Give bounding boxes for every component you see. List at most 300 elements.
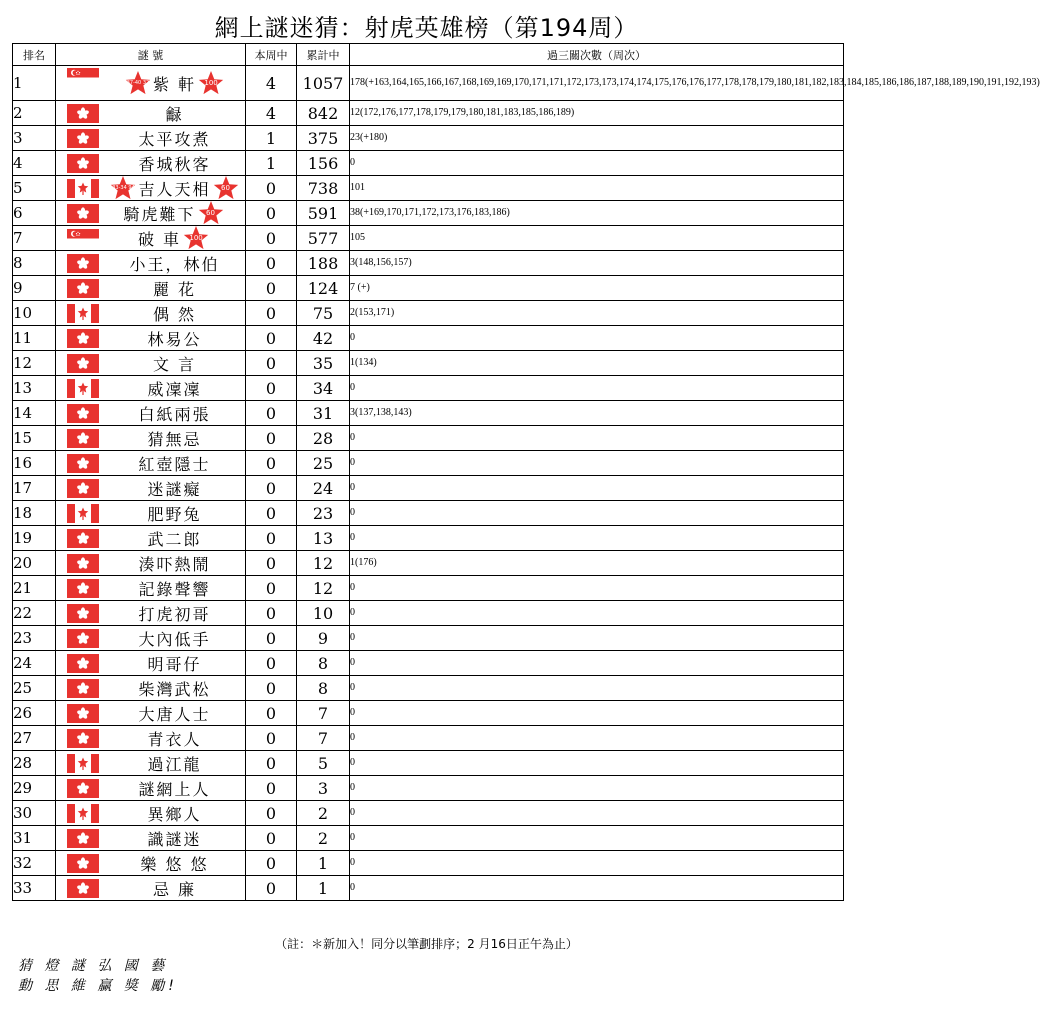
table-row	[13, 651, 844, 676]
table-row	[13, 601, 844, 626]
player-name-wrap	[108, 601, 241, 625]
canada-flag-icon	[67, 379, 99, 398]
history-cell: 101	[350, 176, 844, 201]
player-name-wrap	[108, 651, 241, 675]
total-count-cell: 8	[297, 651, 350, 676]
star-badge-label: 60	[206, 209, 215, 217]
hong-kong-flag-icon	[67, 404, 99, 423]
total-count-cell: 23	[297, 501, 350, 526]
name-cell	[56, 601, 246, 626]
table-row	[13, 201, 844, 226]
name-cell	[56, 176, 246, 201]
week-count-cell: 1	[246, 126, 297, 151]
rank-cell: 20	[13, 551, 56, 576]
star-badge-icon	[183, 225, 209, 251]
history-cell: 0	[350, 651, 844, 676]
header-total: 累計中	[297, 44, 350, 66]
name-cell	[56, 551, 246, 576]
total-count-cell: 375	[297, 126, 350, 151]
table-row	[13, 376, 844, 401]
rank-cell: 1	[13, 66, 56, 101]
table-row	[13, 726, 844, 751]
history-cell: 0	[350, 826, 844, 851]
hong-kong-flag-icon	[67, 129, 99, 148]
name-cell	[56, 201, 246, 226]
week-count-cell: 0	[246, 726, 297, 751]
rank-cell: 24	[13, 651, 56, 676]
singapore-flag-icon	[67, 229, 99, 248]
slogan-line-2: 動 思 維 贏 獎 勵!	[18, 978, 178, 994]
player-name: 識謎迷	[147, 829, 202, 849]
history-cell: 0	[350, 476, 844, 501]
footnote: （註：＊新加入！同分以筆劃排序；2 月16日正午為止）	[275, 937, 578, 951]
table-row	[13, 826, 844, 851]
history-cell: 0	[350, 576, 844, 601]
table-row	[13, 776, 844, 801]
hong-kong-flag-icon	[67, 329, 99, 348]
rank-cell: 8	[13, 251, 56, 276]
player-name: 太平攻煮	[138, 129, 211, 149]
rank-cell: 29	[13, 776, 56, 801]
hong-kong-flag-icon	[67, 729, 99, 748]
player-name: 武二郎	[147, 529, 202, 549]
name-cell	[56, 576, 246, 601]
history-cell: 2(153,171)	[350, 301, 844, 326]
player-name-wrap	[108, 176, 241, 200]
week-count-cell: 0	[246, 451, 297, 476]
hong-kong-flag-icon	[67, 829, 99, 848]
player-name: 肥野兔	[147, 504, 202, 524]
rank-cell: 27	[13, 726, 56, 751]
name-cell	[56, 726, 246, 751]
hong-kong-flag-icon	[67, 204, 99, 223]
player-name-wrap	[108, 826, 241, 850]
name-cell	[56, 501, 246, 526]
week-count-cell: 0	[246, 426, 297, 451]
star-badge-label: 37-40 32	[126, 80, 150, 86]
player-name-wrap	[108, 626, 241, 650]
name-cell	[56, 101, 246, 126]
table-row	[13, 701, 844, 726]
table-row	[13, 226, 844, 251]
player-name: 吉人天相	[138, 179, 211, 199]
table-row	[13, 251, 844, 276]
hong-kong-flag-icon	[67, 454, 99, 473]
total-count-cell: 3	[297, 776, 350, 801]
header-name: 謎 號	[56, 44, 246, 66]
player-name-wrap	[108, 376, 241, 400]
week-count-cell: 0	[246, 601, 297, 626]
table-row	[13, 66, 844, 101]
player-name-wrap	[108, 126, 241, 150]
hong-kong-flag-icon	[67, 554, 99, 573]
rank-cell: 17	[13, 476, 56, 501]
rank-cell: 22	[13, 601, 56, 626]
table-row	[13, 576, 844, 601]
player-name: 白紙兩張	[138, 404, 211, 424]
history-cell: 12(172,176,177,178,179,179,180,181,183,185,186,189)	[350, 101, 844, 126]
table-row	[13, 426, 844, 451]
history-cell: 0	[350, 876, 844, 901]
table-row	[13, 301, 844, 326]
total-count-cell: 10	[297, 601, 350, 626]
header-week: 本周中	[246, 44, 297, 66]
player-name-wrap	[108, 776, 241, 800]
table-row	[13, 851, 844, 876]
week-count-cell: 0	[246, 251, 297, 276]
week-count-cell: 0	[246, 351, 297, 376]
total-count-cell: 156	[297, 151, 350, 176]
week-count-cell: 0	[246, 401, 297, 426]
week-count-cell: 0	[246, 176, 297, 201]
rank-cell: 26	[13, 701, 56, 726]
rank-cell: 18	[13, 501, 56, 526]
player-name-wrap	[108, 726, 241, 750]
canada-flag-icon	[67, 179, 99, 198]
player-name: 香城秋客	[138, 154, 211, 174]
history-cell: 0	[350, 776, 844, 801]
history-cell: 38(+169,170,171,172,173,176,183,186)	[350, 201, 844, 226]
table-row	[13, 351, 844, 376]
total-count-cell: 7	[297, 701, 350, 726]
table-row	[13, 626, 844, 651]
name-cell	[56, 66, 246, 101]
week-count-cell: 0	[246, 751, 297, 776]
canada-flag-icon	[67, 754, 99, 773]
week-count-cell: 0	[246, 776, 297, 801]
total-count-cell: 75	[297, 301, 350, 326]
hong-kong-flag-icon	[67, 879, 99, 898]
history-cell: 23(+180)	[350, 126, 844, 151]
player-name: 猜無忌	[147, 429, 202, 449]
history-cell: 0	[350, 376, 844, 401]
player-name: 紅壺隱士	[138, 454, 211, 474]
player-name: 湊吓熱鬧	[138, 554, 211, 574]
player-name: 忌 廉	[152, 879, 197, 899]
player-name-wrap	[108, 251, 241, 275]
hong-kong-flag-icon	[67, 854, 99, 873]
player-name: 威凜凜	[147, 379, 202, 399]
table-row	[13, 676, 844, 701]
history-cell: 0	[350, 801, 844, 826]
total-count-cell: 7	[297, 726, 350, 751]
total-count-cell: 24	[297, 476, 350, 501]
rank-cell: 2	[13, 101, 56, 126]
week-count-cell: 1	[246, 151, 297, 176]
history-cell: 0	[350, 601, 844, 626]
singapore-flag-icon	[67, 68, 99, 87]
hong-kong-flag-icon	[67, 629, 99, 648]
week-count-cell: 0	[246, 326, 297, 351]
star-badge-label: 60	[221, 184, 230, 192]
rank-cell: 31	[13, 826, 56, 851]
total-count-cell: 738	[297, 176, 350, 201]
player-name-wrap	[108, 751, 241, 775]
total-count-cell: 1	[297, 851, 350, 876]
hong-kong-flag-icon	[67, 604, 99, 623]
table-row	[13, 276, 844, 301]
name-cell	[56, 126, 246, 151]
rank-cell: 12	[13, 351, 56, 376]
rank-cell: 28	[13, 751, 56, 776]
rank-cell: 16	[13, 451, 56, 476]
table-row	[13, 801, 844, 826]
hong-kong-flag-icon	[67, 154, 99, 173]
player-name-wrap	[108, 801, 241, 825]
total-count-cell: 124	[297, 276, 350, 301]
star-badge-label: 33-34 94	[112, 185, 135, 191]
table-row	[13, 451, 844, 476]
hong-kong-flag-icon	[67, 104, 99, 123]
name-cell	[56, 351, 246, 376]
history-cell: 3(148,156,157)	[350, 251, 844, 276]
history-cell: 0	[350, 426, 844, 451]
total-count-cell: 34	[297, 376, 350, 401]
player-name-wrap	[108, 226, 241, 250]
week-count-cell: 4	[246, 66, 297, 101]
total-count-cell: 591	[297, 201, 350, 226]
table-row	[13, 501, 844, 526]
hong-kong-flag-icon	[67, 354, 99, 373]
name-cell	[56, 251, 246, 276]
week-count-cell: 4	[246, 101, 297, 126]
table-row	[13, 401, 844, 426]
name-cell	[56, 401, 246, 426]
ranking-table	[12, 43, 1040, 901]
player-name: 迷謎癡	[147, 479, 202, 499]
week-count-cell: 0	[246, 301, 297, 326]
hong-kong-flag-icon	[67, 654, 99, 673]
player-name: 打虎初哥	[138, 604, 211, 624]
week-count-cell: 0	[246, 501, 297, 526]
name-cell	[56, 776, 246, 801]
player-name-wrap	[108, 501, 241, 525]
week-count-cell: 0	[246, 851, 297, 876]
week-count-cell: 0	[246, 876, 297, 901]
hong-kong-flag-icon	[67, 529, 99, 548]
name-cell	[56, 701, 246, 726]
name-cell	[56, 876, 246, 901]
player-name: 文 言	[152, 354, 197, 374]
star-badge-icon	[213, 175, 239, 201]
name-cell	[56, 301, 246, 326]
player-name-wrap	[108, 676, 241, 700]
player-name: 謎網上人	[138, 779, 211, 799]
history-cell: 0	[350, 676, 844, 701]
total-count-cell: 842	[297, 101, 350, 126]
table-row	[13, 876, 844, 901]
week-count-cell: 0	[246, 476, 297, 501]
history-cell: 7 (+)	[350, 276, 844, 301]
total-count-cell: 2	[297, 826, 350, 851]
history-cell: 1(134)	[350, 351, 844, 376]
player-name-wrap	[108, 101, 241, 125]
header-history: 過三關次數（周次）	[350, 44, 844, 66]
total-count-cell: 28	[297, 426, 350, 451]
rank-cell: 32	[13, 851, 56, 876]
player-name-wrap	[108, 876, 241, 900]
history-cell: 0	[350, 751, 844, 776]
player-name-wrap	[108, 451, 241, 475]
player-name: 過江龍	[147, 754, 202, 774]
week-count-cell: 0	[246, 626, 297, 651]
week-count-cell: 0	[246, 651, 297, 676]
star-badge-label: 100	[204, 79, 218, 87]
rank-cell: 14	[13, 401, 56, 426]
star-badge-icon	[198, 200, 224, 226]
rank-cell: 6	[13, 201, 56, 226]
week-count-cell: 0	[246, 676, 297, 701]
player-name: 偶 然	[152, 304, 197, 324]
rank-cell: 10	[13, 301, 56, 326]
rank-cell: 30	[13, 801, 56, 826]
star-badge-icon	[198, 70, 224, 96]
name-cell	[56, 326, 246, 351]
total-count-cell: 35	[297, 351, 350, 376]
hong-kong-flag-icon	[67, 704, 99, 723]
player-name: 林易公	[147, 329, 202, 349]
slogan-line-1: 猜 燈 謎 弘 國 藝	[18, 958, 169, 974]
rank-cell: 23	[13, 626, 56, 651]
rank-cell: 11	[13, 326, 56, 351]
player-name: 騎虎難下	[123, 204, 196, 224]
star-badge-icon	[110, 175, 136, 201]
total-count-cell: 1	[297, 876, 350, 901]
header-rank: 排名	[13, 44, 56, 66]
history-cell: 0	[350, 626, 844, 651]
rank-cell: 25	[13, 676, 56, 701]
table-row	[13, 176, 844, 201]
star-badge-icon	[125, 70, 151, 96]
history-cell: 178(+163,164,165,166,167,168,169,169,170,171,171,172,173,173,174,174,175,176,176,177,178,178,179,180,181,182,183,184,185,186,186,187,188,189,190,191,192,193)	[350, 66, 844, 101]
rank-cell: 13	[13, 376, 56, 401]
star-badge-label: 100	[189, 234, 203, 242]
name-cell	[56, 676, 246, 701]
player-name-wrap	[108, 201, 241, 225]
rank-cell: 4	[13, 151, 56, 176]
rank-cell: 3	[13, 126, 56, 151]
player-name-wrap	[108, 326, 241, 350]
player-name: 明哥仔	[147, 654, 202, 674]
hong-kong-flag-icon	[67, 254, 99, 273]
total-count-cell: 31	[297, 401, 350, 426]
player-name-wrap	[108, 701, 241, 725]
rank-cell: 9	[13, 276, 56, 301]
player-name: 青衣人	[147, 729, 202, 749]
player-name-wrap	[108, 476, 241, 500]
total-count-cell: 1057	[297, 66, 350, 101]
history-cell: 0	[350, 326, 844, 351]
table-row	[13, 326, 844, 351]
name-cell	[56, 751, 246, 776]
player-name-wrap	[108, 151, 241, 175]
hong-kong-flag-icon	[67, 779, 99, 798]
player-name: 龣	[165, 104, 184, 124]
player-name-wrap	[108, 401, 241, 425]
total-count-cell: 13	[297, 526, 350, 551]
rank-cell: 15	[13, 426, 56, 451]
player-name: 記錄聲響	[138, 579, 211, 599]
total-count-cell: 2	[297, 801, 350, 826]
player-name: 異鄉人	[147, 804, 202, 824]
name-cell	[56, 451, 246, 476]
rank-cell: 7	[13, 226, 56, 251]
total-count-cell: 12	[297, 576, 350, 601]
rank-cell: 19	[13, 526, 56, 551]
history-cell: 0	[350, 151, 844, 176]
history-cell: 0	[350, 701, 844, 726]
week-count-cell: 0	[246, 701, 297, 726]
rank-cell: 5	[13, 176, 56, 201]
week-count-cell: 0	[246, 576, 297, 601]
player-name-wrap	[108, 576, 241, 600]
history-cell: 0	[350, 726, 844, 751]
name-cell	[56, 276, 246, 301]
canada-flag-icon	[67, 504, 99, 523]
canada-flag-icon	[67, 804, 99, 823]
name-cell	[56, 226, 246, 251]
total-count-cell: 25	[297, 451, 350, 476]
page-title: 網上謎迷猜：射虎英雄榜（第194周）	[214, 14, 639, 42]
history-cell: 1(176)	[350, 551, 844, 576]
hong-kong-flag-icon	[67, 479, 99, 498]
total-count-cell: 42	[297, 326, 350, 351]
week-count-cell: 0	[246, 276, 297, 301]
table-body	[13, 66, 1040, 901]
table-row	[13, 151, 844, 176]
player-name-wrap	[108, 301, 241, 325]
hong-kong-flag-icon	[67, 579, 99, 598]
week-count-cell: 0	[246, 226, 297, 251]
hong-kong-flag-icon	[67, 279, 99, 298]
rank-cell: 21	[13, 576, 56, 601]
hong-kong-flag-icon	[67, 429, 99, 448]
table-row	[13, 101, 844, 126]
table-row	[13, 476, 844, 501]
player-name: 大內低手	[138, 629, 211, 649]
player-name-wrap	[108, 551, 241, 575]
name-cell	[56, 426, 246, 451]
name-cell	[56, 801, 246, 826]
player-name: 柴灣武松	[138, 679, 211, 699]
total-count-cell: 188	[297, 251, 350, 276]
total-count-cell: 5	[297, 751, 350, 776]
name-cell	[56, 476, 246, 501]
player-name-wrap	[108, 351, 241, 375]
week-count-cell: 0	[246, 551, 297, 576]
week-count-cell: 0	[246, 376, 297, 401]
name-cell	[56, 626, 246, 651]
table-row	[13, 126, 844, 151]
name-cell	[56, 851, 246, 876]
player-name: 大唐人士	[138, 704, 211, 724]
player-name: 破 車	[137, 229, 182, 249]
table-row	[13, 526, 844, 551]
name-cell	[56, 826, 246, 851]
player-name: 樂 悠 悠	[140, 854, 209, 874]
player-name-wrap	[108, 851, 241, 875]
name-cell	[56, 376, 246, 401]
table-header-row	[13, 44, 844, 66]
total-count-cell: 12	[297, 551, 350, 576]
rank-cell: 33	[13, 876, 56, 901]
player-name-wrap	[108, 276, 241, 300]
total-count-cell: 9	[297, 626, 350, 651]
history-cell: 3(137,138,143)	[350, 401, 844, 426]
player-name: 紫 軒	[152, 74, 197, 94]
hong-kong-flag-icon	[67, 679, 99, 698]
history-cell: 0	[350, 851, 844, 876]
